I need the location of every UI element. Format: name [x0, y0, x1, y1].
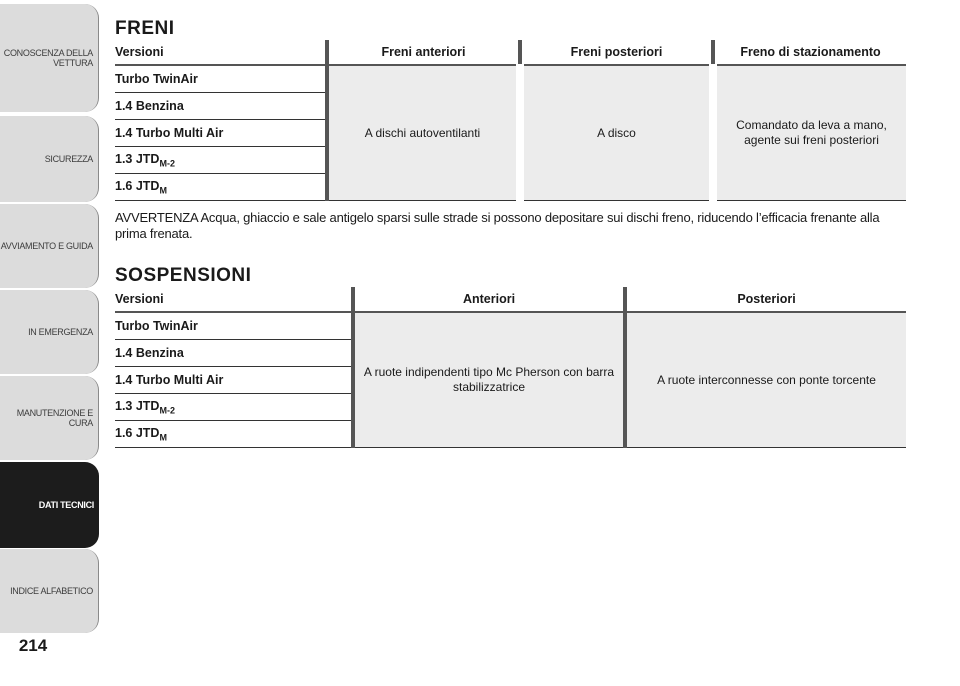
- table-row: [115, 312, 906, 340]
- tab-indice-alfabetico[interactable]: INDICE ALFABETICO: [0, 549, 99, 633]
- brakes-front-value: A dischi autoventilanti: [327, 65, 520, 201]
- version-cell: Turbo TwinAir: [115, 65, 327, 93]
- tab-manutenzione-e-cura[interactable]: MANUTENZIONE E CURA: [0, 376, 99, 460]
- tab-avviamento-e-guida[interactable]: AVVIAMENTO E GUIDA: [0, 204, 99, 288]
- brakes-header-parking: Freno di stazionamento: [713, 40, 906, 65]
- brakes-rear-value: A disco: [520, 65, 713, 201]
- suspension-header-versions: Versioni: [115, 287, 353, 312]
- version-cell: 1.6 $JTD_M$: [115, 421, 353, 448]
- suspension-table: [115, 287, 906, 448]
- brakes-header-row: [115, 40, 906, 65]
- chapter-tabs: [0, 0, 100, 686]
- table-row: [115, 65, 906, 93]
- version-cell: 1.3 $JTD_{M-2}$: [115, 147, 327, 174]
- version-cell: 1.6 $JTD_M$: [115, 174, 327, 201]
- suspension-header-row: [115, 287, 906, 312]
- brakes-header-versions: Versioni: [115, 40, 327, 65]
- version-cell: Turbo TwinAir: [115, 312, 353, 340]
- tab-conoscenza-della-vettura[interactable]: CONOSCENZA DELLA VETTURA: [0, 4, 99, 112]
- suspension-front-value: A ruote indipendenti tipo Mc Pherson con barra stabilizzatrice: [353, 312, 625, 448]
- version-cell: 1.4 Benzina: [115, 93, 327, 120]
- version-cell: 1.3 $JTD_{M-2}$: [115, 394, 353, 421]
- brakes-parking-value: Comandato da leva a mano, agente sui freni posteriori: [713, 65, 906, 201]
- tab-sicurezza[interactable]: SICUREZZA: [0, 116, 99, 202]
- brakes-header-rear: Freni posteriori: [520, 40, 713, 65]
- tab-in-emergenza[interactable]: IN EMERGENZA: [0, 290, 99, 374]
- page-number: 214: [18, 636, 48, 655]
- version-cell: 1.4 Benzina: [115, 340, 353, 367]
- brakes-header-front: Freni anteriori: [327, 40, 520, 65]
- suspension-header-rear: Posteriori: [625, 287, 906, 312]
- brakes-table: [115, 40, 906, 201]
- brakes-warning: AVVERTENZA Acqua, ghiaccio e sale antigelo sparsi sulle strade si possono depositare sui dischi freno, riducendo l’efficacia frenante alla prima frenata.: [115, 210, 880, 241]
- version-cell: 1.4 Turbo Multi Air: [115, 367, 353, 394]
- suspension-rear-value: A ruote interconnesse con ponte torcente: [625, 312, 906, 448]
- brakes-title: FRENI: [115, 18, 175, 39]
- tab-dati-tecnici[interactable]: DATI TECNICI: [0, 462, 99, 548]
- version-cell: 1.4 Turbo Multi Air: [115, 120, 327, 147]
- main-content: [115, 18, 906, 448]
- suspension-title: SOSPENSIONI: [115, 265, 252, 286]
- suspension-header-front: Anteriori: [353, 287, 625, 312]
